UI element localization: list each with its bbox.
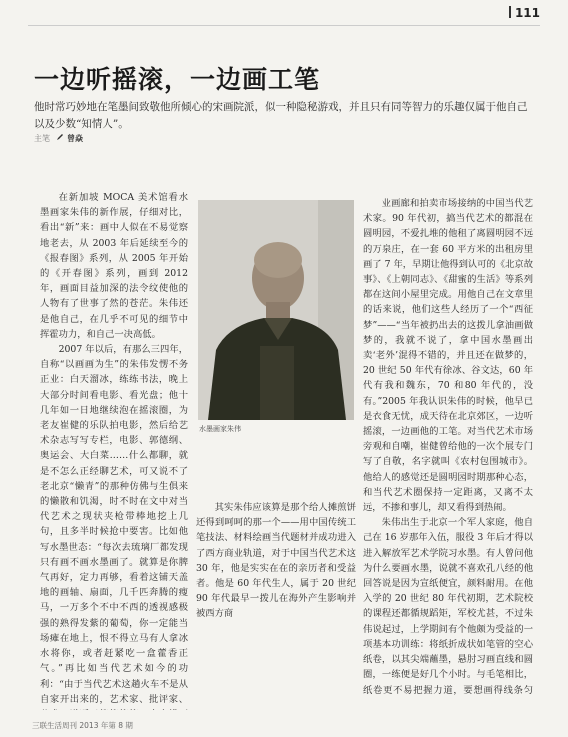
byline-role: 主笔 xyxy=(34,134,50,143)
paragraph: 业画廊和拍卖市场接纳的中国当代艺术家。90 年代初，搞当代艺术的都混在圆明园，不爱扎堆的他租了离圆明园不远的万泉庄，在一套 60 平方米的出租房里画了 7 年，早期让他得到认可的《北京故事》、《上朝同志》、《甜蜜的生活》等系列都在这间小屋里完成。用他自己在文章里的话来说，他们这些人经历了一个“西征梦”——“当年被扔出去的这拨儿拿油画做梦的，我就不说了，拿中国水墨画出卖‘老外’混得不错的，并且还在做梦的，20 世纪 50 年代有徐冰、谷文达，60 年代有我和魏东，70 和80 年代的，没有。”2005 年我认识朱伟的时候，他早已是衣食无忧，成天待在北京郊区，一边听摇滚，一边画他的工笔。对当代艺术市场旁观和自嘲，崔健曾给他的一次个展专门写了自敬，名字就叫《农村包围城市》。他给人的感觉还是圆明园时期那种心态，和当代艺术圈保持一定距离，又离不太远，不掺和事儿，却又看得到热闹。 xyxy=(363,198,533,514)
paragraph: 其实朱伟应该算是那个给人摊煎饼还得到呵呵的那一个——用中国传统工笔技法、材料绘画当代题材并成功进入了西方商业轨道，对于中国当代艺术这30 年，他是实实在在的亲历者和受益者。他是 60 年代生人，属于 20 世纪 90 年代最早一拨儿在海外产生影响并被西方商 xyxy=(196,502,356,620)
photo-caption: 水墨画家朱伟 xyxy=(199,425,241,433)
paragraph: 朱伟出生于北京一个军人家庭，他自己在 16 岁那年入伍，服役 3 年后才得以进入解放军艺术学院习水墨。有人曾问他为什么要画水墨，说就不喜欢孔八经的他回答说是因为宣纸便宜，颜料耐用。在他入学的 20 世纪 80 年代初期，艺术院校的课程还都循规蹈矩，军校尤甚，不过朱伟说起过，上学期间有个他颇为受益的一项基本功训练：将纸折成状如笔管的空心纸卷，以其尖端蘸墨，悬肘习画直线和圆圈，一练便是好几个小时。与毛笔相比，纸卷更不易把握力道，要想画得线条匀 xyxy=(363,517,533,696)
page-number xyxy=(509,6,540,20)
article-column-right xyxy=(363,196,533,700)
article-headline: 一边听摇滚，一边画工笔 xyxy=(34,65,321,94)
article-column-left xyxy=(40,190,188,710)
paragraph: 2007 年以后，有那么三四年，自称“以画画为生”的朱伟发愣不务正业：白天溜冰，练练书法，晚上大部分时间看电影、看光盘；他十几年如一日地继续泡在摇滚圈，为老友崔健的乐队拍电影，然后给艺术杂志写写专栏，电影、郭德纲、奥运会、大白菜……什么都聊，就是不怎么正经聊艺术，可又说不了老北京“懒青”的那种仿佛与生俱来的懒散和饥渴，时不时在文中对当代艺术之现状夹枪带棒地挖上几句，且多半时候抢中要害。比如他写水墨世态：“每次去琉璃厂都发现只有画不画水墨画了。就算是你脾气再好，定力再够，看着这铺天盖地的画轴、扇面，几千匹奔腾的瘦马，一万多个不中不西的透视感极强的熟得发紫的葡萄，你一定能当场瘫在地上，恨不得立马有人拿冰水将你，或者赶紧吃一盒藿香正气。”再比如当代艺术如今的功利：“由于当代艺术这趟火车不是从自家开出来的，艺术家、批评家、 xyxy=(40,344,188,705)
header-rule xyxy=(28,25,540,26)
page-footer: 三联生活周刊 2013 年第 8 期 xyxy=(32,721,133,730)
portrait-photo xyxy=(198,200,354,420)
page-number-text: 111 xyxy=(514,6,540,20)
article-column-middle xyxy=(196,500,356,704)
byline-author: 曾焱 xyxy=(67,134,83,143)
paragraph: 在新加坡 MOCA 美术馆看水墨画家朱伟的新作展，仔细对比，看出“新”来：画中人似在不易觉察地老去，从 2003 年后延续至今的《报春图》系列，从 2005 年开始的《开春图》系列，画到 2012 年，画面目益加深的法令纹使他的人物有了世事了然的苍茫。朱伟还是他自己，在几乎不可见的细节中挥霍功力，和自己一决高低。 xyxy=(40,192,188,340)
byline xyxy=(34,133,83,144)
article-standfirst: 他时常巧妙地在笔墨间致敬他所倾心的宋画院派，似一种隐秘游戏，并且只有同等智力的乐趣仅属于他自己以及少数“知情人”。 xyxy=(34,101,528,130)
pen-icon xyxy=(56,133,64,143)
page-number-divider xyxy=(509,6,511,18)
